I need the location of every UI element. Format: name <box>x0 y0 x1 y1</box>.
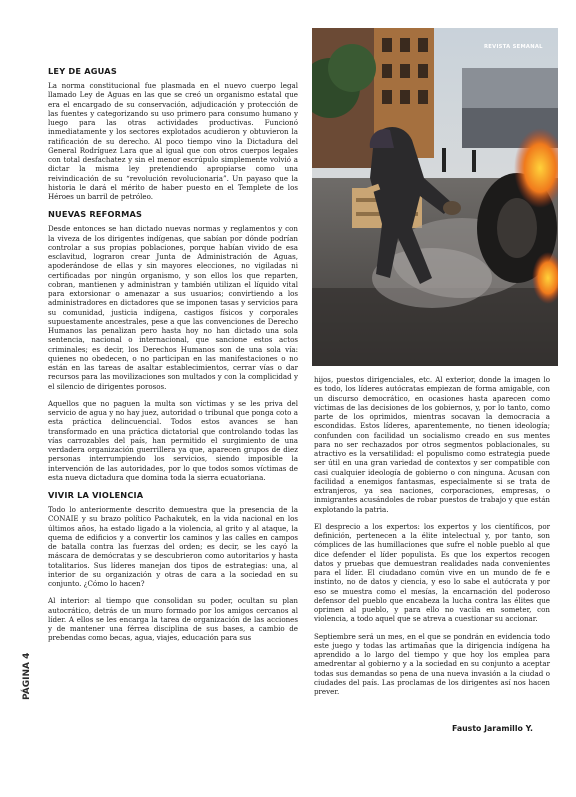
paragraph: La norma constitucional fue plasmada en el nuevo cuerpo legal llamado Ley de Aguas en las que se creó un organismo estatal que era el encargado de su conservación, adjudicación y protección de las fuentes y categorizando su uso primero para consumo humano y luego para las otras actividades productivas. Funcionó inmediatamente y los sectores explotados acudieron y obtuvieron la ratificación de su derecho. Al poco tiempo vino la Dictadura del General Rodríguez Lara que al igual que con otros cuerpos legales con total desfachatez y sin el menor escrúpulo simplemente volvió a dictar la misma ley pretendiendo apropiarse como una reivindicación de su “revolución revolucionaria”. Un payaso que la historia le dará el mérito de haber puesto en el Templete de los Héroes un barril de petróleo. <box>48 81 298 201</box>
paragraph: Todo lo anteriormente descrito demuestra que la presencia de la CONAIE y su brazo político Pachakutek, en la vida nacional en los últimos años, ha estado ligado a la violencia, al grito y al ataque, la quema de edificios y a convertir los caminos y las calles en campos de batalla contra las fuerzas del orden; es decir, se les cayó la máscara de demócratas y se descubrieron como autoritarios y hasta totalitarios. Sus líderes manejan dos tipos de estrategias: una, al interior de su organización y otras de cara a la sociedad en su conjunto. ¿Cómo lo hacen? <box>48 505 298 588</box>
protest-photo <box>312 28 558 366</box>
paragraph: Al interior: al tiempo que consolidan su poder, ocultan su plan autocrático, detrás de un muro formado por los amigos cercanos al líder. A ellos se les encarga la tarea de organización de las acciones y de mantener una férrea disciplina de sus bases, a cambio de prebendas como becas, agua, viajes, educación para sus <box>48 596 298 643</box>
page-number: PÁGINA 4 <box>22 652 32 700</box>
photo-tag: REVISTA SEMANAL <box>484 44 543 50</box>
heading-nuevas-reformas: NUEVAS REFORMAS <box>48 209 143 220</box>
paragraph: El desprecio a los expertos: los expertos y los científicos, por definición, pertenecen a la élite intelectual y, por tanto, son cómplices de las humillaciones que sufre el noble pueblo al que dice defender el líder populista. Es que los expertos recogen datos y pruebas que demuestran realidades nada convenientes para el líder. El ciudadano común vive en un mundo de fe e instinto, no de datos y ciencia, y eso lo sabe el autócrata y por eso se muestra como el mesías, la encarnación del poderoso defensor del pueblo que encabeza la lucha contra las élites que oprimen al pueblo, y para ello no vacila en someter, con violencia, a todo aquel que se atreva a cuestionar su accionar. <box>314 521 550 624</box>
paragraph: Aquellos que no paguen la multa son víctimas y se les priva del servicio de agua y no hay juez, autoridad o tribunal que ponga coto a esta práctica delincuencial. Todos estos avances se han transformado en una práctica dictatorial que controlando todas las vías carrozables del país, han permitido el surgimiento de una verdadera organización guerrillera ya que, aparecen grupos de diez personas interrumpiendo los servicios, siendo imposible la intervención de las autoridades, por lo que todos somos víctimas de esta nueva dictadura que domina toda la sierra ecuatoriana. <box>48 398 298 482</box>
paragraph: hijos, puestos dirigenciales, etc. Al exterior, donde la imagen lo es todo, los líderes autócratas empiezan de forma amigable, con un discurso democrático, en ocasiones hasta aparecen como víctimas de las decisiones de los gobiernos, y, por lo tanto, como parte de los oprimidos, mientras socavan la democracia a escondidas. Estos líderes, aparentemente, no tienen ideología; confunden con facilidad un socialismo creado en sus mentes para no ser rechazados por otros segmentos poblacionales, su atractivo es la versatilidad: el populismo como estrategia puede ser útil en una gran variedad de contextos y ser compatible con casi cualquier ideología de gobierno o con ninguna. Acusan con facilidad a enemigos fantasmas, especialmente si se trata de extranjeros, ya sea naciones, corporaciones, empresas, o inmigrantes acusándoles de robar puestos de trabajo y que están explotando la patria. <box>314 375 550 514</box>
protest-photo-image <box>312 28 558 366</box>
heading-vivir-la-violencia: VIVIR LA VIOLENCIA <box>48 490 144 500</box>
author-signature: Fausto Jaramillo Y. <box>452 724 533 733</box>
right-column <box>314 375 550 704</box>
left-column <box>48 66 298 651</box>
paragraph: Septiembre será un mes, en el que se pondrán en evidencia todo este juego y todas las artimañas que la dirigencia indígena ha aprendido a lo largo del tiempo y que hoy los emplea para amedrentar al gobierno y a la sociedad en su conjunto a aceptar todas sus demandas so pena de una nueva invasión a la ciudad o ciudades del país. Las proclamas de los dirigentes así nos hacen prever. <box>314 631 550 696</box>
heading-ley-de-aguas: LEY DE AGUAS <box>48 66 117 76</box>
paragraph: Desde entonces se han dictado nuevas normas y reglamentos y con la viveza de los dirigentes indígenas, que sabían por dónde podrían controlar a sus propias poblaciones, porque habían vivido de esa esclavitud, lograron crear Junta de Administración de Aguas, apoderándose de ellas y sin mayores elecciones, no vigiladas ni certificadas por ningún organismo, y son ellos los que reparten, cobran, mantienen y administran y también utilizan el líquido vital para extorsionar o amenazar a sus usuarios; convirtiendo a los administradores en dictadores que se imponen tasas y servicios para su comunidad, justicia indígena, castigos físicos y corporales supuestamente ancestrales, pese a que las convenciones de Derecho Humanos las penalizan pero hasta hoy no han dictado una sola sentencia, nacional o internacional, que sancione estos actos criminales; es decir, los Derechos Humanos son de una sola vía: quienes no obedecen, o no participan en las manifestaciones o no están en las tareas de asaltar establecimientos, cerrar vías o dar recursos para las movilizaciones son multados y con la complicidad y el silencio de dirigentes porosos. <box>48 224 298 391</box>
